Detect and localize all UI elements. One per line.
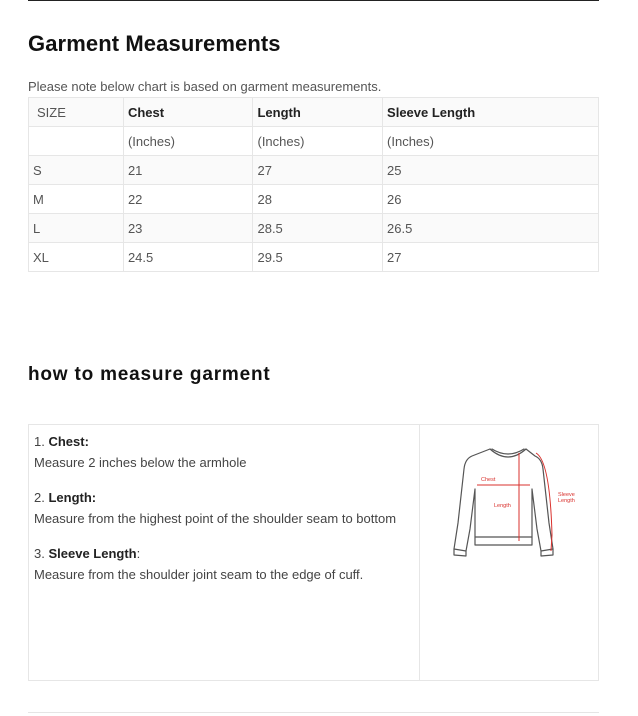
step-number: 3. xyxy=(34,546,45,561)
step-number: 2. xyxy=(34,490,45,505)
header-length: Length xyxy=(253,98,383,127)
table-units-row xyxy=(29,127,599,156)
measurement-marks xyxy=(477,453,552,551)
cell-length: 28 xyxy=(253,185,383,214)
sweatshirt-diagram-icon xyxy=(420,425,598,680)
step-description: Measure 2 inches below the armhole xyxy=(34,455,247,470)
step-chest xyxy=(34,431,419,473)
step-name: Length: xyxy=(48,490,97,505)
cell-sleeve-length: 26 xyxy=(383,185,599,214)
cell-size: S xyxy=(29,156,124,185)
cell-size: XL xyxy=(29,243,124,272)
size-chart-table xyxy=(28,97,599,272)
cell-size: M xyxy=(29,185,124,214)
step-length xyxy=(34,487,419,529)
step-sleeve-length xyxy=(34,543,419,585)
collar-rib xyxy=(490,449,526,457)
garment-outline xyxy=(454,449,553,551)
measure-instructions-box xyxy=(28,424,599,681)
cell-chest: 24.5 xyxy=(123,243,253,272)
step-number: 1. xyxy=(34,434,45,449)
step-heading xyxy=(34,543,419,564)
step-heading xyxy=(34,487,419,508)
table-row xyxy=(29,214,599,243)
header-sleeve-length: Sleeve Length xyxy=(383,98,599,127)
cell-sleeve-length: 27 xyxy=(383,243,599,272)
how-to-measure-title: how to measure garment xyxy=(28,364,271,385)
chart-note: Please note below chart is based on garment measurements. xyxy=(28,79,382,94)
table-row xyxy=(29,156,599,185)
step-suffix: : xyxy=(136,546,141,561)
header-size: SIZE xyxy=(29,98,124,127)
step-description: Measure from the highest point of the shoulder seam to bottom xyxy=(34,511,397,526)
cell-sleeve-length: 26.5 xyxy=(383,214,599,243)
chest-label: Chest xyxy=(481,477,496,483)
sleeve-label-line1: Sleeve xyxy=(558,492,575,498)
unit-size xyxy=(29,127,124,156)
page-title: Garment Measurements xyxy=(28,31,281,56)
cell-chest: 22 xyxy=(123,185,253,214)
unit-sleeve-length: (Inches) xyxy=(383,127,599,156)
cell-sleeve-length: 25 xyxy=(383,156,599,185)
cell-length: 29.5 xyxy=(253,243,383,272)
cell-length: 27 xyxy=(253,156,383,185)
step-name: Chest: xyxy=(48,434,89,449)
sleeve-label-line2: Length xyxy=(558,498,575,504)
step-description: Measure from the shoulder joint seam to the edge of cuff. xyxy=(34,567,364,582)
cell-chest: 23 xyxy=(123,214,253,243)
step-name: Sleeve Length xyxy=(48,546,137,561)
cell-chest: 21 xyxy=(123,156,253,185)
top-divider xyxy=(28,0,599,1)
step-heading xyxy=(34,431,419,452)
bottom-divider xyxy=(28,712,599,713)
unit-chest: (Inches) xyxy=(123,127,253,156)
cell-length: 28.5 xyxy=(253,214,383,243)
length-label: Length xyxy=(494,503,511,509)
hem-band xyxy=(475,537,532,545)
cell-size: L xyxy=(29,214,124,243)
table-row xyxy=(29,243,599,272)
garment-diagram xyxy=(420,425,598,680)
table-header-row xyxy=(29,98,599,127)
table-row xyxy=(29,185,599,214)
measure-steps xyxy=(34,431,419,599)
unit-length: (Inches) xyxy=(253,127,383,156)
header-chest: Chest xyxy=(123,98,253,127)
